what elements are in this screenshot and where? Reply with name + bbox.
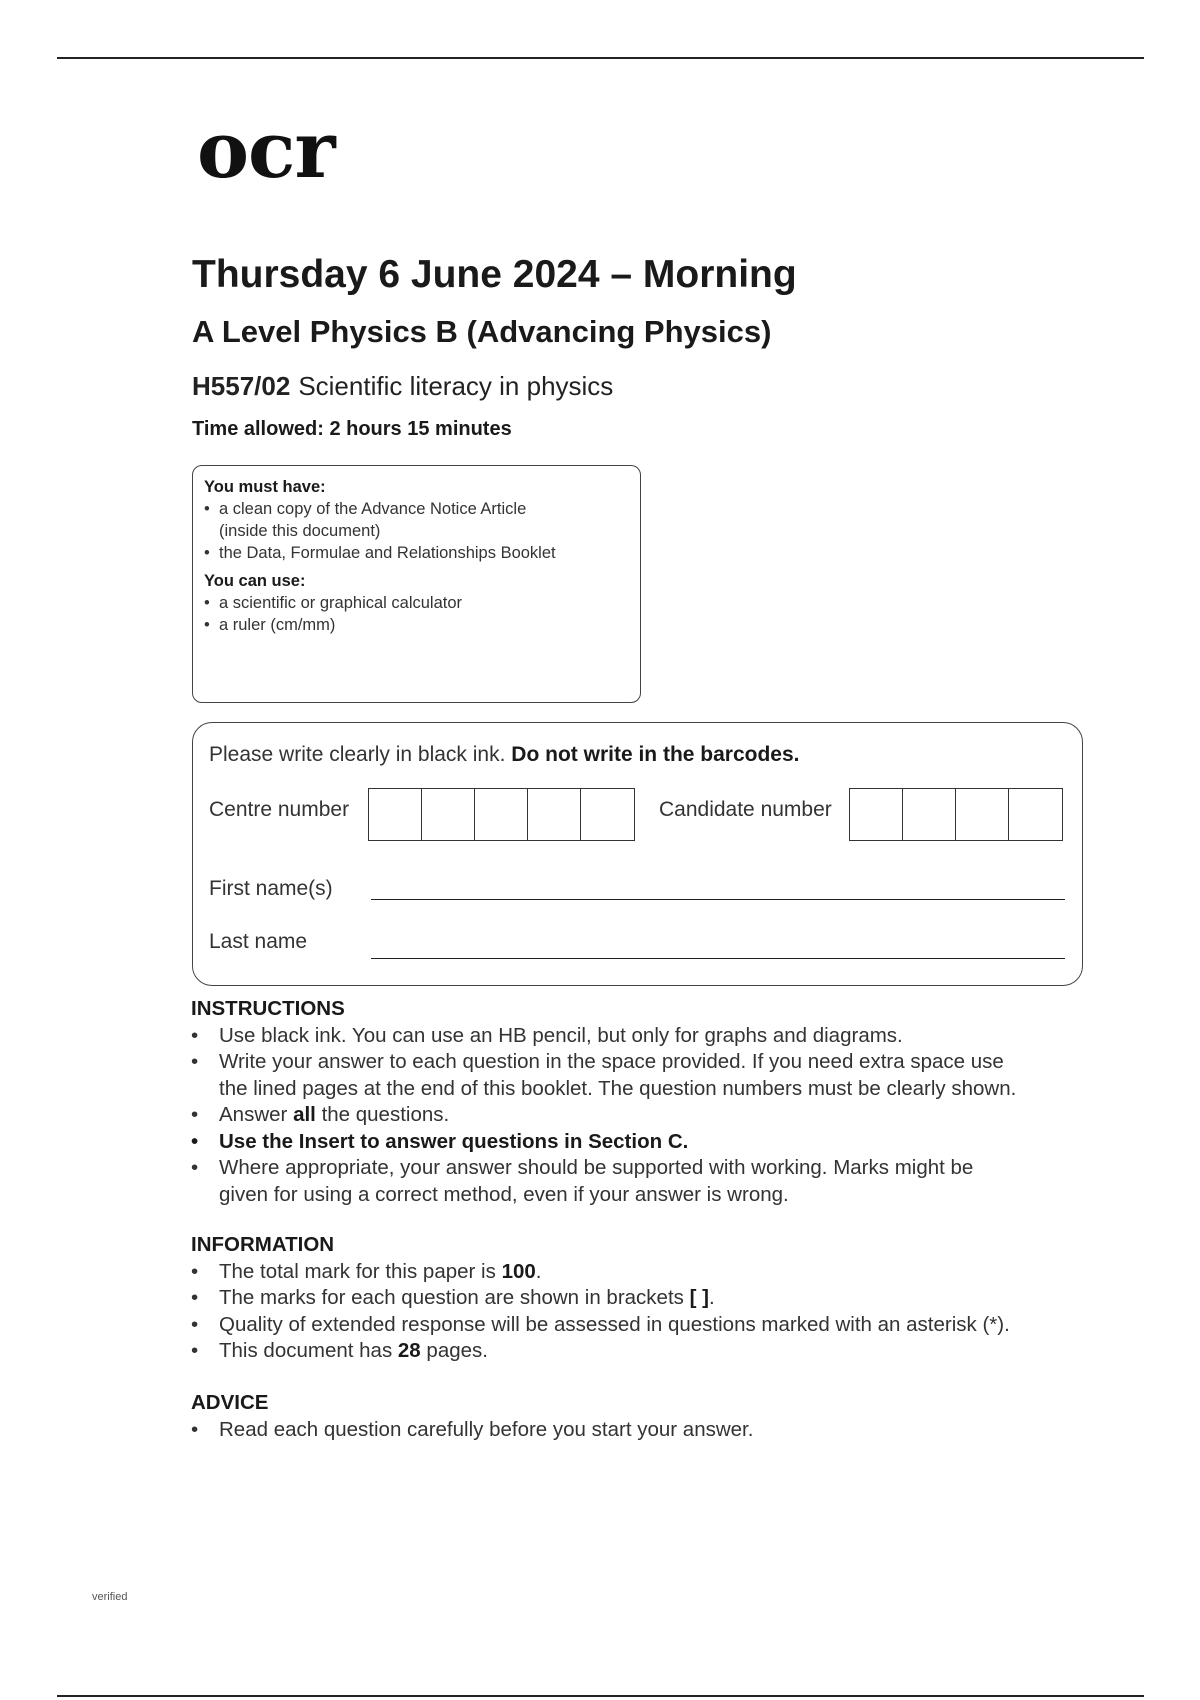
instruction-text: Answer [219,1103,288,1126]
candidate-number-boxes [849,788,1063,841]
info-bold: [ ] [689,1286,709,1309]
list-item [191,1049,1091,1102]
instruction-line: given for using a correct method, even if your answer is wrong. [219,1182,789,1206]
centre-number-digit-2[interactable] [422,789,475,840]
instruction-text: the questions. [321,1103,450,1126]
advice-heading: ADVICE [191,1391,269,1414]
centre-number-digit-1[interactable] [369,789,422,840]
list-item [191,1259,1091,1286]
info-text: . [535,1259,542,1283]
paper-code: H557/02 [192,371,291,401]
can-use-heading: You can use: [204,572,306,590]
list-item [191,1285,1091,1312]
first-name-label: First name(s) [209,877,333,900]
bottom-rule [57,1695,1144,1697]
requirements-box [192,465,641,703]
list-item: • a clean copy of the Advance Notice Article [204,498,629,520]
instruction-line: Where appropriate, your answer should be supported with working. Marks might be [219,1156,974,1179]
candidate-number-digit-2[interactable] [903,789,956,840]
info-bold: 28 [397,1339,421,1362]
subject-title: A Level Physics B (Advancing Physics) [192,314,772,349]
info-bold: 100 [501,1259,536,1283]
information-section [191,1232,1091,1365]
first-name-field[interactable] [371,899,1065,900]
write-clearly-instruction [209,743,800,767]
information-heading: INFORMATION [191,1233,335,1256]
must-have-list [204,498,629,564]
centre-number-digit-5[interactable] [581,789,634,840]
centre-number-digit-3[interactable] [475,789,528,840]
ocr-logo: ocr [197,105,335,196]
verified-mark: verified [92,1591,128,1603]
info-text: This document has [219,1339,393,1362]
exam-date-title: Thursday 6 June 2024 – Morning [192,253,797,296]
list-item-continuation: (inside this document) [219,522,381,540]
centre-number-boxes [368,788,635,841]
centre-number-digit-4[interactable] [528,789,581,840]
list-item [191,1155,1091,1208]
time-allowed: Time allowed: 2 hours 15 minutes [192,418,512,440]
info-text: . [708,1286,715,1309]
instruction-plain: Please write clearly in black ink. [209,743,506,766]
instruction-line: the lined pages at the end of this booklet. The question numbers must be clearly shown. [219,1076,1017,1100]
advice-section [191,1390,1091,1443]
instruction-bold: Do not write in the barcodes. [511,743,800,766]
instruction-line: Write your answer to each question in the space provided. If you need extra space use [219,1050,1004,1073]
list-item: • the Data, Formulae and Relationships Booklet [204,542,629,564]
info-text: pages. [426,1339,488,1362]
must-have-heading: You must have: [204,478,326,496]
candidate-details-box [192,722,1083,986]
list-item: • a ruler (cm/mm) [204,614,629,636]
instructions-list [191,1023,1091,1209]
information-list [191,1259,1091,1365]
candidate-number-label: Candidate number [659,798,832,821]
instruction-bold: all [293,1103,316,1126]
last-name-label: Last name [209,930,308,953]
list-item: • Use black ink. You can use an HB pencil, but only for graphs and diagrams. [191,1023,1091,1050]
list-item: • a scientific or graphical calculator [204,592,629,614]
list-item: • Read each question carefully before you start your answer. [191,1417,1091,1444]
candidate-number-digit-3[interactable] [956,789,1009,840]
list-item [191,1338,1091,1365]
candidate-number-digit-1[interactable] [850,789,903,840]
list-item: • Use the Insert to answer questions in Section C. [191,1129,1091,1156]
top-rule [57,57,1144,59]
info-text: The marks for each question are shown in brackets [219,1286,684,1309]
list-item [191,1102,1091,1129]
list-item: • Quality of extended response will be assessed in questions marked with an asterisk (*). [191,1312,1091,1339]
info-text: The total mark for this paper is [219,1259,496,1283]
paper-name: Scientific literacy in physics [298,371,614,401]
instructions-heading: INSTRUCTIONS [191,997,345,1020]
advice-list [191,1417,1091,1444]
paper-line [192,371,613,402]
instructions-section [191,996,1091,1208]
last-name-field[interactable] [371,958,1065,959]
candidate-number-digit-4[interactable] [1009,789,1062,840]
centre-number-label: Centre number [209,798,350,821]
can-use-list [204,592,629,636]
